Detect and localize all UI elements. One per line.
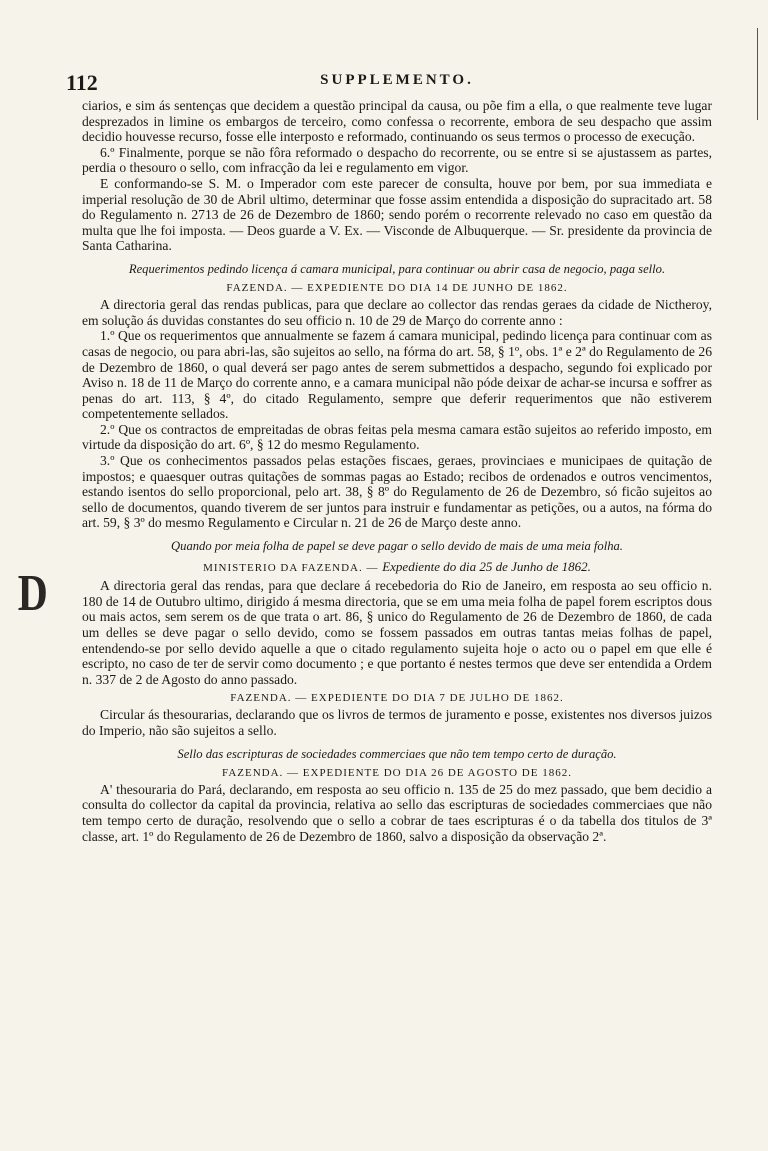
paragraph: 2.º Que os contractos de empreitadas de obras feitas pela mesma camara estão sujeitos ao referido imposto, em virtude da disposição do art. 6º, § 12 do mesmo Regulamento. <box>82 421 712 453</box>
heading-date: Expediente do dia 25 de Junho de 1862. <box>382 559 591 575</box>
running-title: SUPPLEMENTO. <box>320 72 474 88</box>
section-heading: FAZENDA. — EXPEDIENTE DO DIA 7 DE JULHO DE 1862. <box>230 692 564 705</box>
paragraph: ciarios, e sim ás sentenças que decidem a questão principal da causa, ou põe fim a ella, o que realmente teve lugar desprezados in limine os embargos de terceiro, como confessa o recorrente, embora de seu despacho que assim decidio houvesse recurso, fosse elle interposto e reformado, continuando os seus termos o processo de execução. <box>82 98 712 145</box>
heading-ministry: MINISTERIO DA FAZENDA. — <box>203 562 379 575</box>
section-heading: FAZENDA. — EXPEDIENTE DO DIA 14 DE JUNHO DE 1862. <box>226 282 568 295</box>
page-number: 112 <box>66 70 98 95</box>
paragraph: 3.º Que os conhecimentos passados pelas estações fiscaes, geraes, provinciaes e municipaes de quitação de impostos; e quaesquer outras quitações de sommas pagas ao Estado; recibos de ordenados e outros vencimentos, estando isentos do sello proporcional, pelo art. 38, § 8º do Regulamento de 26 de Dezembro, só ficão sujeitos ao sello de documentos, quando tiverem de ser juntos para instruir e fundamentar as petições, ou a autos, na fórma do art. 59, § 3º do mesmo Regulamento e Circular n. 21 de 26 de Março deste anno. <box>82 453 712 531</box>
paragraph: A directoria geral das rendas publicas, para que declare ao collector das rendas geraes da cidade de Nictheroy, em solução ás duvidas constantes do seu officio n. 10 de 29 de Março do corrente anno : <box>82 297 712 328</box>
paragraph: 1.º Que os requerimentos que annualmente se fazem á camara municipal, pedindo licença para continuar com as casas de negocio, ou para abri-las, são sujeitos ao sello, na fórma do art. 58, § 1º, obs. 1ª e 2ª do Regulamento de 26 de Dezembro de 1860, o qual deverá ser pago antes de serem submettidos a despacho, segundo foi explicado por Aviso n. 18 de 11 de Março do corrente anno, e a camara municipal não póde deixar de achar-se incursa e soffrer as penas do art. 113, § 4º, do citado Regulamento, sempre que deferir requerimentos que não estiverem competentemente sellados. <box>82 328 712 422</box>
section-heading <box>82 559 712 575</box>
section-heading: FAZENDA. — EXPEDIENTE DO DIA 26 DE AGOSTO DE 1862. <box>222 766 572 779</box>
page-header <box>66 70 712 98</box>
section-caption: Sello das escripturas de sociedades commerciaes que não tem tempo certo de duração. <box>177 746 617 761</box>
document-page <box>66 70 712 844</box>
margin-rule <box>757 28 758 120</box>
paragraph: Circular ás thesourarias, declarando que os livros de termos de juramento e posse, existentes nos diversos juizos do Imperio, não são sujeitos a sello. <box>82 707 712 738</box>
paragraph: A' thesouraria do Pará, declarando, em resposta ao seu officio n. 135 de 25 do mez passado, que bem decidio a consulta do collector da capital da provincia, relativa ao sello das escripturas de sociedades commerciaes que não tem tempo certo de duração, resolvendo que o sello a cobrar de taes escripturas é o da tabella dos titulos de 3ª classe, art. 1º do Regulamento de 26 de Dezembro de 1860, salvo a disposição da observação 2ª. <box>82 781 712 844</box>
section-caption: Requerimentos pedindo licença á camara municipal, para continuar ou abrir casa de negocio, paga sello. <box>128 261 666 276</box>
binding-mark: D <box>17 565 48 622</box>
paragraph: 6.º Finalmente, porque se não fôra reformado o despacho do recorrente, ou se entre si se ajustassem as partes, perdia o thesouro o sello, com infracção da lei e regulamento em vigor. <box>82 144 712 176</box>
paragraph: E conformando-se S. M. o Imperador com este parecer de consulta, houve por bem, por sua immediata e imperial resolução de 30 de Abril ultimo, determinar que fosse assim entendida a disposição do supracitado art. 58 do Regulamento n. 2713 de 26 de Dezembro de 1860; sendo porém o recorrente relevado no caso em questão da multa que lhe foi imposta. — Deos guarde a V. Ex. — Visconde de Albuquerque. — Sr. presidente da provincia de Santa Catharina. <box>82 175 712 254</box>
paragraph: A directoria geral das rendas, para que declare á recebedoria do Rio de Janeiro, em resposta ao seu officio n. 180 de 14 de Outubro ultimo, dirigido á mesma directoria, que se em uma meia folha de papel forem escriptos dous ou mais actos, sem serem os de que trata o art. 86, § unico do Regulamento de 26 de Dezembro de 1860, de cada um delles se deve pagar o sello devido, como se fossem passados em outras tantas meias folhas de papel, entendendo-se por sello devido aquelle a que o citado regulamento sujeita hoje o acto ou o papel em que elle é escripto, no caso de ter de servir como documento ; e que portanto é nestes termos que deve ser entendida a Ordem n. 337 de 2 de Agosto do anno passado. <box>82 578 712 687</box>
section-caption: Quando por meia folha de papel se deve pagar o sello devido de mais de uma meia folha. <box>171 539 623 554</box>
